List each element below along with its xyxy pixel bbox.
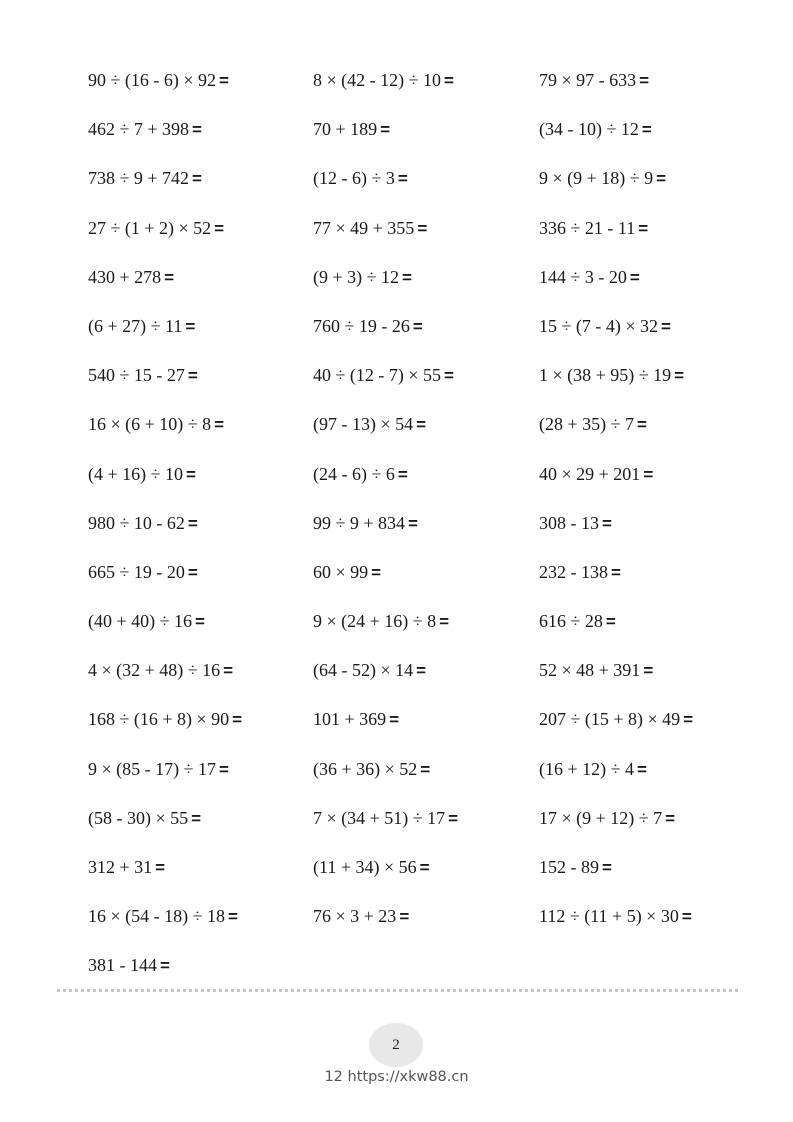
math-problem — [313, 361, 454, 390]
equals-sign: = — [602, 858, 612, 877]
math-problem — [88, 902, 238, 931]
expression: (9 + 3) ÷ 12 — [313, 266, 400, 287]
expression: (24 - 6) ÷ 6 — [313, 463, 395, 484]
problem-row — [88, 607, 748, 656]
math-problem — [88, 705, 242, 734]
expression: 760 ÷ 19 - 26 — [313, 315, 410, 336]
expression: 980 ÷ 10 - 62 — [88, 512, 185, 533]
expression: 207 ÷ (15 + 8) × 49 — [539, 709, 681, 730]
math-problem — [539, 164, 666, 193]
math-problem — [88, 312, 195, 341]
problem-row — [88, 410, 748, 459]
problem-row — [88, 755, 748, 804]
expression: (12 - 6) ÷ 3 — [313, 168, 395, 189]
math-problem — [539, 705, 693, 734]
problem-grid — [88, 66, 748, 1001]
expression: 144 ÷ 3 - 20 — [539, 266, 627, 287]
problem-row — [88, 312, 748, 361]
equals-sign: = — [214, 218, 225, 238]
math-problem — [313, 607, 449, 636]
equals-sign: = — [605, 612, 616, 632]
problem-row — [88, 951, 748, 1000]
expression: (40 + 40) ÷ 16 — [88, 611, 193, 632]
math-problem — [88, 361, 198, 390]
equals-sign: = — [681, 907, 692, 927]
problem-row — [88, 115, 748, 164]
equals-sign: = — [232, 710, 243, 730]
equals-sign: = — [402, 267, 412, 287]
math-problem — [539, 558, 621, 587]
math-problem — [539, 656, 653, 685]
expression: 152 - 89 — [539, 857, 599, 877]
equals-sign: = — [444, 366, 454, 386]
math-problem — [313, 509, 418, 538]
expression: 308 - 13 — [539, 512, 599, 533]
math-problem — [539, 460, 653, 489]
expression: 462 ÷ 7 + 398 — [88, 119, 190, 140]
expression: (34 - 10) ÷ 12 — [539, 119, 639, 140]
expression: 40 ÷ (12 - 7) × 55 — [313, 365, 442, 386]
math-problem — [88, 755, 229, 784]
expression: 90 ÷ (16 - 6) × 92 — [88, 70, 217, 90]
math-problem — [88, 558, 198, 587]
equals-sign: = — [192, 169, 202, 189]
equals-sign: = — [419, 858, 430, 877]
math-problem — [88, 509, 198, 538]
math-problem — [313, 66, 454, 95]
expression: (6 + 27) ÷ 11 — [88, 315, 183, 336]
equals-sign: = — [214, 415, 225, 435]
math-problem — [88, 804, 201, 833]
expression: 9 × (85 - 17) ÷ 17 — [88, 758, 217, 779]
math-problem — [88, 410, 224, 439]
equals-sign: = — [399, 907, 410, 927]
equals-sign: = — [602, 513, 612, 533]
equals-sign: = — [665, 808, 676, 828]
equals-sign: = — [389, 710, 400, 730]
math-problem — [539, 509, 612, 538]
equals-sign: = — [371, 562, 382, 582]
expression: 99 ÷ 9 + 834 — [313, 512, 406, 533]
expression: 9 × (24 + 16) ÷ 8 — [313, 611, 437, 632]
math-problem — [313, 804, 458, 833]
equals-sign: = — [186, 464, 196, 484]
problem-row — [88, 460, 748, 509]
page-number-badge: 2 — [369, 1023, 423, 1067]
equals-sign: = — [641, 120, 652, 140]
equals-sign: = — [185, 316, 196, 336]
expression: (4 + 16) ÷ 10 — [88, 463, 184, 484]
math-problem — [539, 607, 616, 636]
expression: 16 × (54 - 18) ÷ 18 — [88, 906, 226, 927]
problem-row — [88, 164, 748, 213]
expression: 665 ÷ 19 - 20 — [88, 561, 185, 582]
math-problem — [539, 214, 648, 243]
math-problem — [539, 66, 649, 95]
expression: 76 × 3 + 23 — [313, 906, 397, 927]
equals-sign: = — [397, 169, 408, 189]
math-problem — [539, 853, 612, 882]
equals-sign: = — [380, 120, 391, 140]
problem-row — [88, 853, 748, 902]
problem-row — [88, 804, 748, 853]
problem-row — [88, 902, 748, 951]
math-problem — [313, 853, 430, 882]
expression: 540 ÷ 15 - 27 — [88, 365, 185, 386]
math-problem — [313, 558, 381, 587]
expression: (11 + 34) × 56 — [313, 857, 417, 877]
dotted-divider — [57, 989, 738, 992]
equals-sign: = — [629, 267, 640, 287]
equals-sign: = — [195, 612, 205, 632]
math-problem — [539, 312, 671, 341]
expression: 101 + 369 — [313, 709, 387, 730]
math-problem — [313, 902, 409, 931]
math-problem — [313, 460, 408, 489]
problem-row — [88, 509, 748, 558]
expression: 312 + 31 — [88, 857, 153, 877]
expression: 4 × (32 + 48) ÷ 16 — [88, 660, 221, 681]
math-problem — [88, 214, 224, 243]
expression: 112 ÷ (11 + 5) × 30 — [539, 906, 679, 927]
problem-row — [88, 558, 748, 607]
equals-sign: = — [191, 808, 202, 828]
expression: 70 + 189 — [313, 119, 378, 140]
equals-sign: = — [223, 661, 234, 681]
equals-sign: = — [643, 661, 654, 681]
math-problem — [313, 410, 426, 439]
expression: 27 ÷ (1 + 2) × 52 — [88, 217, 212, 238]
math-problem — [88, 951, 170, 980]
equals-sign: = — [639, 71, 650, 90]
expression: (97 - 13) × 54 — [313, 414, 414, 435]
equals-sign: = — [611, 562, 621, 582]
expression: 381 - 144 — [88, 955, 157, 976]
math-problem — [539, 410, 647, 439]
equals-sign: = — [643, 464, 654, 484]
problem-row — [88, 361, 748, 410]
math-problem — [313, 755, 430, 784]
expression: (36 + 36) × 52 — [313, 758, 418, 779]
equals-sign: = — [408, 513, 418, 533]
math-problem — [313, 164, 408, 193]
math-problem — [313, 115, 390, 144]
math-problem — [88, 853, 165, 882]
equals-sign: = — [187, 562, 198, 582]
equals-sign: = — [160, 956, 170, 976]
math-problem — [313, 312, 423, 341]
problem-row — [88, 656, 748, 705]
expression: 430 + 278 — [88, 266, 162, 287]
problem-row — [88, 705, 748, 754]
expression: 232 - 138 — [539, 561, 608, 582]
equals-sign: = — [397, 464, 408, 484]
problem-row — [88, 66, 748, 115]
math-problem — [313, 214, 427, 243]
expression: 616 ÷ 28 — [539, 611, 603, 632]
math-problem — [539, 804, 675, 833]
equals-sign: = — [228, 907, 238, 927]
expression: 52 × 48 + 391 — [539, 660, 641, 681]
math-problem — [539, 755, 647, 784]
equals-sign: = — [416, 661, 427, 681]
equals-sign: = — [674, 366, 685, 386]
math-problem — [539, 902, 692, 931]
expression: (64 - 52) × 14 — [313, 660, 414, 681]
math-problem — [88, 607, 205, 636]
expression: 40 × 29 + 201 — [539, 463, 641, 484]
expression: (16 + 12) ÷ 4 — [539, 758, 635, 779]
equals-sign: = — [448, 808, 459, 828]
equals-sign: = — [155, 858, 166, 877]
equals-sign: = — [439, 612, 450, 632]
equals-sign: = — [420, 759, 431, 779]
math-problem — [539, 115, 652, 144]
equals-sign: = — [661, 316, 671, 336]
equals-sign: = — [637, 759, 647, 779]
expression: 16 × (6 + 10) ÷ 8 — [88, 414, 212, 435]
footer-source: 12 https://xkw88.cn — [324, 1069, 469, 1085]
problem-row — [88, 263, 748, 312]
equals-sign: = — [412, 316, 423, 336]
math-problem — [88, 66, 229, 95]
math-problem — [88, 460, 196, 489]
math-problem — [88, 115, 202, 144]
equals-sign: = — [638, 218, 649, 238]
math-problem — [88, 263, 174, 292]
expression: 17 × (9 + 12) ÷ 7 — [539, 807, 663, 828]
expression: 336 ÷ 21 - 11 — [539, 217, 636, 238]
math-problem — [539, 263, 640, 292]
expression: 738 ÷ 9 + 742 — [88, 168, 190, 189]
expression: 168 ÷ (16 + 8) × 90 — [88, 709, 230, 730]
expression: 9 × (9 + 18) ÷ 9 — [539, 168, 654, 189]
expression: 7 × (34 + 51) ÷ 17 — [313, 807, 446, 828]
math-problem — [313, 705, 399, 734]
math-problem — [313, 656, 426, 685]
expression: 15 ÷ (7 - 4) × 32 — [539, 315, 659, 336]
expression: 60 × 99 — [313, 561, 369, 582]
equals-sign: = — [637, 415, 647, 435]
equals-sign: = — [416, 415, 427, 435]
expression: (58 - 30) × 55 — [88, 807, 189, 828]
equals-sign: = — [187, 513, 198, 533]
equals-sign: = — [444, 71, 454, 90]
expression: 79 × 97 - 633 — [539, 70, 637, 90]
expression: 1 × (38 + 95) ÷ 19 — [539, 365, 672, 386]
expression: 77 × 49 + 355 — [313, 217, 415, 238]
equals-sign: = — [192, 120, 202, 140]
equals-sign: = — [187, 366, 198, 386]
expression: 8 × (42 - 12) ÷ 10 — [313, 70, 442, 90]
equals-sign: = — [164, 267, 175, 287]
equals-sign: = — [417, 218, 428, 238]
math-problem — [88, 656, 233, 685]
problem-row — [88, 214, 748, 263]
math-problem — [539, 361, 684, 390]
equals-sign: = — [219, 759, 229, 779]
expression: (28 + 35) ÷ 7 — [539, 414, 635, 435]
equals-sign: = — [683, 710, 694, 730]
equals-sign: = — [656, 169, 667, 189]
math-problem — [313, 263, 412, 292]
equals-sign: = — [219, 71, 229, 90]
math-problem — [88, 164, 202, 193]
